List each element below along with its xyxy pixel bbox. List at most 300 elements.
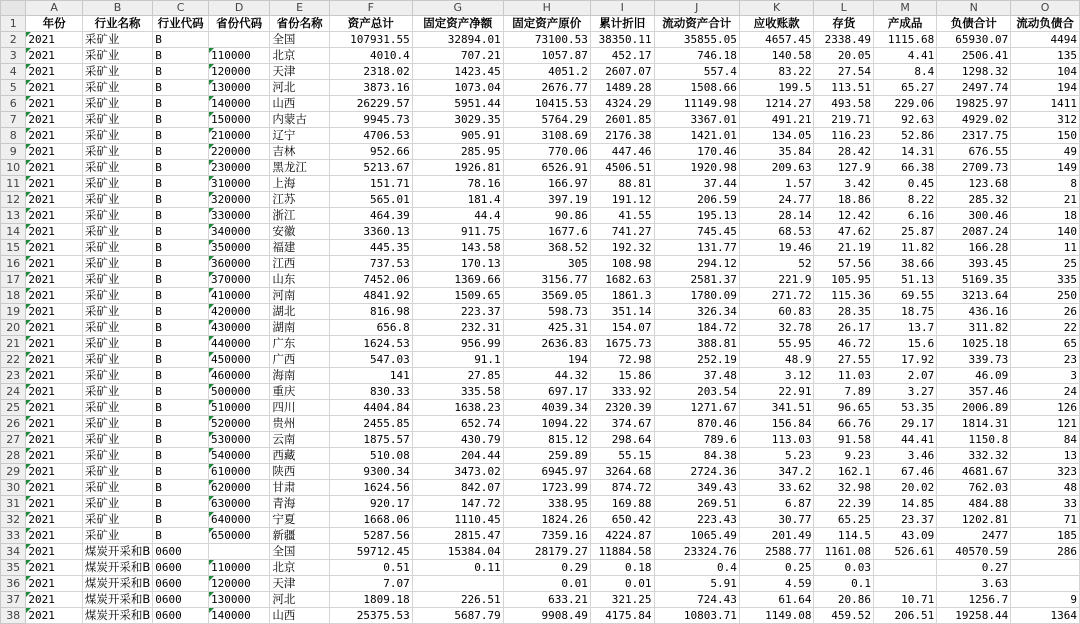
cell[interactable]: 300.46 bbox=[937, 208, 1011, 224]
cell[interactable]: 350000 bbox=[208, 240, 269, 256]
cell[interactable]: 842.07 bbox=[412, 480, 503, 496]
cell[interactable]: 3367.01 bbox=[654, 112, 739, 128]
row-number[interactable]: 13 bbox=[1, 208, 26, 224]
row-number[interactable]: 9 bbox=[1, 144, 26, 160]
cell[interactable]: 4010.4 bbox=[329, 48, 412, 64]
cell[interactable]: 127.9 bbox=[814, 160, 874, 176]
cell[interactable]: 73100.53 bbox=[503, 32, 590, 48]
cell[interactable]: 48 bbox=[1011, 480, 1080, 496]
cell[interactable]: 2021 bbox=[26, 176, 83, 192]
cell[interactable]: 956.99 bbox=[412, 336, 503, 352]
cell[interactable] bbox=[412, 576, 503, 592]
cell[interactable]: 540000 bbox=[208, 448, 269, 464]
cell[interactable]: 38350.11 bbox=[590, 32, 654, 48]
cell[interactable]: 4.41 bbox=[873, 48, 936, 64]
cell[interactable]: 676.55 bbox=[937, 144, 1011, 160]
cell[interactable]: 650000 bbox=[208, 528, 269, 544]
cell[interactable]: 134.05 bbox=[739, 128, 814, 144]
cell[interactable]: 18 bbox=[1011, 208, 1080, 224]
cell[interactable]: 4051.2 bbox=[503, 64, 590, 80]
cell[interactable]: 459.52 bbox=[814, 608, 874, 624]
cell[interactable]: B bbox=[153, 432, 209, 448]
cell[interactable]: 484.88 bbox=[937, 496, 1011, 512]
cell[interactable]: 21.19 bbox=[814, 240, 874, 256]
cell[interactable]: 5951.44 bbox=[412, 96, 503, 112]
cell[interactable]: 335.58 bbox=[412, 384, 503, 400]
cell[interactable]: 2021 bbox=[26, 160, 83, 176]
cell[interactable]: 333.92 bbox=[590, 384, 654, 400]
cell[interactable]: 32894.01 bbox=[412, 32, 503, 48]
cell[interactable]: 194 bbox=[1011, 80, 1080, 96]
cell[interactable]: 1256.7 bbox=[937, 592, 1011, 608]
cell[interactable]: 149 bbox=[1011, 160, 1080, 176]
cell[interactable]: 0.45 bbox=[873, 176, 936, 192]
header-cell[interactable]: 流动资产合计 bbox=[654, 16, 739, 32]
cell[interactable]: 2021 bbox=[26, 400, 83, 416]
cell[interactable]: 0.4 bbox=[654, 560, 739, 576]
cell[interactable]: 1682.63 bbox=[590, 272, 654, 288]
cell[interactable]: 四川 bbox=[270, 400, 329, 416]
cell[interactable]: 830.33 bbox=[329, 384, 412, 400]
cell[interactable]: 1161.08 bbox=[814, 544, 874, 560]
cell[interactable]: 19825.97 bbox=[937, 96, 1011, 112]
cell[interactable]: 9.23 bbox=[814, 448, 874, 464]
cell[interactable]: 新疆 bbox=[270, 528, 329, 544]
cell[interactable]: 493.58 bbox=[814, 96, 874, 112]
cell[interactable]: 321.25 bbox=[590, 592, 654, 608]
cell[interactable]: 44.41 bbox=[873, 432, 936, 448]
cell[interactable]: B bbox=[153, 272, 209, 288]
cell[interactable]: 2676.77 bbox=[503, 80, 590, 96]
cell[interactable]: 8.22 bbox=[873, 192, 936, 208]
cell[interactable]: B bbox=[153, 288, 209, 304]
cell[interactable]: 9945.73 bbox=[329, 112, 412, 128]
cell[interactable]: 19.46 bbox=[739, 240, 814, 256]
cell[interactable]: 57.56 bbox=[814, 256, 874, 272]
column-header-D[interactable]: D bbox=[208, 1, 269, 16]
cell[interactable]: 2021 bbox=[26, 432, 83, 448]
cell[interactable]: 3569.05 bbox=[503, 288, 590, 304]
cell[interactable]: 全国 bbox=[270, 544, 329, 560]
cell[interactable]: 440000 bbox=[208, 336, 269, 352]
row-number[interactable]: 14 bbox=[1, 224, 26, 240]
cell[interactable]: 49 bbox=[1011, 144, 1080, 160]
cell[interactable]: 采矿业 bbox=[82, 32, 152, 48]
cell[interactable]: 2601.85 bbox=[590, 112, 654, 128]
cell[interactable]: B bbox=[153, 144, 209, 160]
cell[interactable]: 甘肃 bbox=[270, 480, 329, 496]
cell[interactable]: 520000 bbox=[208, 416, 269, 432]
cell[interactable]: 271.72 bbox=[739, 288, 814, 304]
cell[interactable]: 90.86 bbox=[503, 208, 590, 224]
cell[interactable]: 230000 bbox=[208, 160, 269, 176]
cell[interactable]: 66.76 bbox=[814, 416, 874, 432]
cell[interactable]: 1364 bbox=[1011, 608, 1080, 624]
cell[interactable]: 28.14 bbox=[739, 208, 814, 224]
cell[interactable]: 21 bbox=[1011, 192, 1080, 208]
cell[interactable]: 4681.67 bbox=[937, 464, 1011, 480]
row-number[interactable]: 3 bbox=[1, 48, 26, 64]
cell[interactable]: 357.46 bbox=[937, 384, 1011, 400]
cell[interactable]: 27.54 bbox=[814, 64, 874, 80]
cell[interactable]: 46.09 bbox=[937, 368, 1011, 384]
cell[interactable]: 采矿业 bbox=[82, 432, 152, 448]
cell[interactable]: 1065.49 bbox=[654, 528, 739, 544]
cell[interactable]: 323 bbox=[1011, 464, 1080, 480]
cell[interactable]: 131.77 bbox=[654, 240, 739, 256]
cell[interactable]: 4039.34 bbox=[503, 400, 590, 416]
cell[interactable]: 5.23 bbox=[739, 448, 814, 464]
cell[interactable]: 598.73 bbox=[503, 304, 590, 320]
cell[interactable]: 368.52 bbox=[503, 240, 590, 256]
column-header-O[interactable]: O bbox=[1011, 1, 1080, 16]
cell[interactable]: 1411 bbox=[1011, 96, 1080, 112]
cell[interactable] bbox=[1011, 576, 1080, 592]
row-number[interactable]: 2 bbox=[1, 32, 26, 48]
cell[interactable]: 4224.87 bbox=[590, 528, 654, 544]
cell[interactable]: 2317.75 bbox=[937, 128, 1011, 144]
cell[interactable]: 67.46 bbox=[873, 464, 936, 480]
cell[interactable]: 采矿业 bbox=[82, 112, 152, 128]
cell[interactable]: 201.49 bbox=[739, 528, 814, 544]
cell[interactable]: 60.83 bbox=[739, 304, 814, 320]
cell[interactable]: 162.1 bbox=[814, 464, 874, 480]
header-cell[interactable]: 省份代码 bbox=[208, 16, 269, 32]
cell[interactable]: 206.51 bbox=[873, 608, 936, 624]
cell[interactable]: 140000 bbox=[208, 608, 269, 624]
cell[interactable]: 3108.69 bbox=[503, 128, 590, 144]
cell[interactable]: 4404.84 bbox=[329, 400, 412, 416]
cell[interactable]: 20.86 bbox=[814, 592, 874, 608]
cell[interactable]: 252.19 bbox=[654, 352, 739, 368]
cell[interactable]: 1723.99 bbox=[503, 480, 590, 496]
cell[interactable]: 7359.16 bbox=[503, 528, 590, 544]
cell[interactable]: 北京 bbox=[270, 560, 329, 576]
cell[interactable]: B bbox=[153, 208, 209, 224]
cell[interactable]: 38.66 bbox=[873, 256, 936, 272]
cell[interactable]: 采矿业 bbox=[82, 48, 152, 64]
cell[interactable]: B bbox=[153, 352, 209, 368]
column-header-G[interactable]: G bbox=[412, 1, 503, 16]
cell[interactable]: 煤炭开采和B bbox=[82, 544, 152, 560]
cell[interactable]: 2021 bbox=[26, 80, 83, 96]
row-number[interactable]: 38 bbox=[1, 608, 26, 624]
cell[interactable]: 397.19 bbox=[503, 192, 590, 208]
cell[interactable]: 220000 bbox=[208, 144, 269, 160]
cell[interactable]: 147.72 bbox=[412, 496, 503, 512]
cell[interactable]: 952.66 bbox=[329, 144, 412, 160]
cell[interactable]: 2021 bbox=[26, 256, 83, 272]
cell[interactable]: 河南 bbox=[270, 288, 329, 304]
cell[interactable]: B bbox=[153, 176, 209, 192]
cell[interactable]: 采矿业 bbox=[82, 352, 152, 368]
cell[interactable]: 贵州 bbox=[270, 416, 329, 432]
cell[interactable]: 28.35 bbox=[814, 304, 874, 320]
cell[interactable]: 河北 bbox=[270, 592, 329, 608]
cell[interactable]: 采矿业 bbox=[82, 96, 152, 112]
cell[interactable]: 采矿业 bbox=[82, 400, 152, 416]
row-number[interactable]: 10 bbox=[1, 160, 26, 176]
cell[interactable]: 59712.45 bbox=[329, 544, 412, 560]
cell[interactable]: 3.46 bbox=[873, 448, 936, 464]
cell[interactable]: 27.55 bbox=[814, 352, 874, 368]
row-number[interactable]: 36 bbox=[1, 576, 26, 592]
column-header-F[interactable]: F bbox=[329, 1, 412, 16]
cell[interactable]: 1271.67 bbox=[654, 400, 739, 416]
row-number[interactable]: 18 bbox=[1, 288, 26, 304]
cell[interactable]: 10803.71 bbox=[654, 608, 739, 624]
cell[interactable]: 312 bbox=[1011, 112, 1080, 128]
cell[interactable]: 104 bbox=[1011, 64, 1080, 80]
row-number[interactable]: 37 bbox=[1, 592, 26, 608]
cell[interactable]: 1624.53 bbox=[329, 336, 412, 352]
cell[interactable]: 9 bbox=[1011, 592, 1080, 608]
cell[interactable]: 2021 bbox=[26, 272, 83, 288]
cell[interactable]: 113.51 bbox=[814, 80, 874, 96]
cell[interactable]: 737.53 bbox=[329, 256, 412, 272]
cell[interactable]: 388.81 bbox=[654, 336, 739, 352]
column-header-M[interactable]: M bbox=[873, 1, 936, 16]
cell[interactable]: 526.61 bbox=[873, 544, 936, 560]
cell[interactable]: 山东 bbox=[270, 272, 329, 288]
cell[interactable]: 采矿业 bbox=[82, 240, 152, 256]
cell[interactable]: 10415.53 bbox=[503, 96, 590, 112]
header-cell[interactable]: 行业代码 bbox=[153, 16, 209, 32]
cell[interactable]: 全国 bbox=[270, 32, 329, 48]
cell[interactable]: B bbox=[153, 400, 209, 416]
cell[interactable]: 24 bbox=[1011, 384, 1080, 400]
column-header-H[interactable]: H bbox=[503, 1, 590, 16]
cell[interactable]: 500000 bbox=[208, 384, 269, 400]
cell[interactable]: 27.85 bbox=[412, 368, 503, 384]
cell[interactable]: 305 bbox=[503, 256, 590, 272]
cell[interactable]: 340000 bbox=[208, 224, 269, 240]
cell[interactable]: 41.55 bbox=[590, 208, 654, 224]
cell[interactable]: 203.54 bbox=[654, 384, 739, 400]
header-cell[interactable]: 流动负债合 bbox=[1011, 16, 1080, 32]
cell[interactable]: 460000 bbox=[208, 368, 269, 384]
header-cell[interactable]: 固定资产原价 bbox=[503, 16, 590, 32]
cell[interactable]: 25 bbox=[1011, 256, 1080, 272]
header-cell[interactable]: 年份 bbox=[26, 16, 83, 32]
cell[interactable]: 黑龙江 bbox=[270, 160, 329, 176]
cell[interactable]: B bbox=[153, 304, 209, 320]
cell[interactable]: 745.45 bbox=[654, 224, 739, 240]
cell[interactable]: 2006.89 bbox=[937, 400, 1011, 416]
header-cell[interactable]: 累计折旧 bbox=[590, 16, 654, 32]
cell[interactable]: 789.6 bbox=[654, 432, 739, 448]
cell[interactable]: 430.79 bbox=[412, 432, 503, 448]
cell[interactable]: B bbox=[153, 80, 209, 96]
cell[interactable]: 184.72 bbox=[654, 320, 739, 336]
cell[interactable]: 351.14 bbox=[590, 304, 654, 320]
cell[interactable]: 2021 bbox=[26, 64, 83, 80]
cell[interactable]: 166.97 bbox=[503, 176, 590, 192]
cell[interactable]: 6526.91 bbox=[503, 160, 590, 176]
cell[interactable]: 84.38 bbox=[654, 448, 739, 464]
cell[interactable]: 山西 bbox=[270, 96, 329, 112]
cell[interactable]: 114.5 bbox=[814, 528, 874, 544]
cell[interactable]: 294.12 bbox=[654, 256, 739, 272]
cell[interactable]: B bbox=[153, 480, 209, 496]
cell[interactable]: 420000 bbox=[208, 304, 269, 320]
cell[interactable]: 150000 bbox=[208, 112, 269, 128]
cell[interactable]: 5.91 bbox=[654, 576, 739, 592]
cell[interactable]: 11.03 bbox=[814, 368, 874, 384]
cell[interactable]: 19258.44 bbox=[937, 608, 1011, 624]
cell[interactable]: 107931.55 bbox=[329, 32, 412, 48]
row-number[interactable]: 28 bbox=[1, 448, 26, 464]
cell[interactable]: 2021 bbox=[26, 336, 83, 352]
cell[interactable]: B bbox=[153, 48, 209, 64]
cell[interactable]: 905.91 bbox=[412, 128, 503, 144]
cell[interactable]: 4841.92 bbox=[329, 288, 412, 304]
cell[interactable]: 393.45 bbox=[937, 256, 1011, 272]
cell[interactable]: 40570.59 bbox=[937, 544, 1011, 560]
row-number[interactable]: 15 bbox=[1, 240, 26, 256]
cell[interactable]: 28179.27 bbox=[503, 544, 590, 560]
cell[interactable]: 630000 bbox=[208, 496, 269, 512]
cell[interactable]: 2021 bbox=[26, 608, 83, 624]
cell[interactable]: 0.51 bbox=[329, 560, 412, 576]
row-number[interactable]: 32 bbox=[1, 512, 26, 528]
cell[interactable]: 2497.74 bbox=[937, 80, 1011, 96]
cell[interactable]: 2021 bbox=[26, 576, 83, 592]
cell[interactable]: 68.53 bbox=[739, 224, 814, 240]
cell[interactable]: 1115.68 bbox=[873, 32, 936, 48]
cell[interactable]: 2021 bbox=[26, 448, 83, 464]
cell[interactable]: 51.13 bbox=[873, 272, 936, 288]
row-number[interactable]: 16 bbox=[1, 256, 26, 272]
cell[interactable]: 28.42 bbox=[814, 144, 874, 160]
cell[interactable]: 61.64 bbox=[739, 592, 814, 608]
cell[interactable]: 29.17 bbox=[873, 416, 936, 432]
cell[interactable]: 656.8 bbox=[329, 320, 412, 336]
cell[interactable]: 0.01 bbox=[503, 576, 590, 592]
cell[interactable]: 2021 bbox=[26, 288, 83, 304]
cell[interactable]: 620000 bbox=[208, 480, 269, 496]
row-number[interactable]: 21 bbox=[1, 336, 26, 352]
cell[interactable]: 52.86 bbox=[873, 128, 936, 144]
cell[interactable]: 116.23 bbox=[814, 128, 874, 144]
cell[interactable]: 110000 bbox=[208, 560, 269, 576]
cell[interactable]: 2021 bbox=[26, 512, 83, 528]
cell[interactable]: 15384.04 bbox=[412, 544, 503, 560]
cell[interactable]: 2021 bbox=[26, 112, 83, 128]
cell[interactable]: 13.7 bbox=[873, 320, 936, 336]
cell[interactable]: 105.95 bbox=[814, 272, 874, 288]
cell[interactable]: 1677.6 bbox=[503, 224, 590, 240]
column-header-K[interactable]: K bbox=[739, 1, 814, 16]
cell[interactable]: 4324.29 bbox=[590, 96, 654, 112]
cell[interactable]: 0600 bbox=[153, 608, 209, 624]
cell[interactable]: 采矿业 bbox=[82, 192, 152, 208]
cell[interactable]: 285.95 bbox=[412, 144, 503, 160]
cell[interactable]: 547.03 bbox=[329, 352, 412, 368]
cell[interactable]: 140.58 bbox=[739, 48, 814, 64]
cell[interactable]: B bbox=[153, 464, 209, 480]
cell[interactable]: 天津 bbox=[270, 64, 329, 80]
cell[interactable]: 14.31 bbox=[873, 144, 936, 160]
cell[interactable]: 83.22 bbox=[739, 64, 814, 80]
cell[interactable]: 11.82 bbox=[873, 240, 936, 256]
cell[interactable]: 229.06 bbox=[873, 96, 936, 112]
cell[interactable]: 221.9 bbox=[739, 272, 814, 288]
cell[interactable]: 采矿业 bbox=[82, 448, 152, 464]
cell[interactable]: 1508.66 bbox=[654, 80, 739, 96]
cell[interactable]: 采矿业 bbox=[82, 336, 152, 352]
cell[interactable]: 32.98 bbox=[814, 480, 874, 496]
header-cell[interactable]: 省份名称 bbox=[270, 16, 329, 32]
cell[interactable]: B bbox=[153, 32, 209, 48]
cell[interactable]: 120000 bbox=[208, 64, 269, 80]
cell[interactable]: 1150.8 bbox=[937, 432, 1011, 448]
cell[interactable]: 4494 bbox=[1011, 32, 1080, 48]
cell[interactable]: 204.44 bbox=[412, 448, 503, 464]
row-number[interactable]: 35 bbox=[1, 560, 26, 576]
cell[interactable]: B bbox=[153, 64, 209, 80]
cell[interactable]: 610000 bbox=[208, 464, 269, 480]
cell[interactable]: 223.43 bbox=[654, 512, 739, 528]
cell[interactable]: 采矿业 bbox=[82, 144, 152, 160]
cell[interactable]: 5213.67 bbox=[329, 160, 412, 176]
cell[interactable]: 2709.73 bbox=[937, 160, 1011, 176]
cell[interactable]: 采矿业 bbox=[82, 272, 152, 288]
cell[interactable]: B bbox=[153, 128, 209, 144]
cell[interactable]: 煤炭开采和B bbox=[82, 592, 152, 608]
cell[interactable]: 25375.53 bbox=[329, 608, 412, 624]
row-number[interactable]: 26 bbox=[1, 416, 26, 432]
cell[interactable]: 采矿业 bbox=[82, 416, 152, 432]
cell[interactable]: 32.78 bbox=[739, 320, 814, 336]
cell[interactable]: 206.59 bbox=[654, 192, 739, 208]
cell[interactable]: 1624.56 bbox=[329, 480, 412, 496]
cell[interactable]: 6.16 bbox=[873, 208, 936, 224]
cell[interactable]: 195.13 bbox=[654, 208, 739, 224]
cell[interactable]: 2021 bbox=[26, 384, 83, 400]
cell[interactable]: 25.87 bbox=[873, 224, 936, 240]
row-number[interactable]: 29 bbox=[1, 464, 26, 480]
cell[interactable]: 2.07 bbox=[873, 368, 936, 384]
cell[interactable]: 33 bbox=[1011, 496, 1080, 512]
cell[interactable]: 410000 bbox=[208, 288, 269, 304]
cell[interactable]: 37.48 bbox=[654, 368, 739, 384]
header-cell[interactable]: 产成品 bbox=[873, 16, 936, 32]
cell[interactable]: 0600 bbox=[153, 544, 209, 560]
cell[interactable]: 3156.77 bbox=[503, 272, 590, 288]
cell[interactable]: 3.12 bbox=[739, 368, 814, 384]
cell[interactable]: 151.71 bbox=[329, 176, 412, 192]
cell[interactable]: 2021 bbox=[26, 304, 83, 320]
cell[interactable]: 445.35 bbox=[329, 240, 412, 256]
column-header-C[interactable]: C bbox=[153, 1, 209, 16]
header-cell[interactable]: 资产总计 bbox=[329, 16, 412, 32]
cell[interactable]: 2021 bbox=[26, 368, 83, 384]
cell[interactable]: 1.57 bbox=[739, 176, 814, 192]
cell[interactable]: 120000 bbox=[208, 576, 269, 592]
cell[interactable]: 633.21 bbox=[503, 592, 590, 608]
cell[interactable]: 8 bbox=[1011, 176, 1080, 192]
cell[interactable]: 7.89 bbox=[814, 384, 874, 400]
cell[interactable]: 0.27 bbox=[937, 560, 1011, 576]
cell[interactable]: B bbox=[153, 416, 209, 432]
cell[interactable]: B bbox=[153, 224, 209, 240]
cell[interactable]: 874.72 bbox=[590, 480, 654, 496]
row-number[interactable]: 6 bbox=[1, 96, 26, 112]
cell[interactable]: 447.46 bbox=[590, 144, 654, 160]
cell[interactable]: 310000 bbox=[208, 176, 269, 192]
cell[interactable]: B bbox=[153, 496, 209, 512]
